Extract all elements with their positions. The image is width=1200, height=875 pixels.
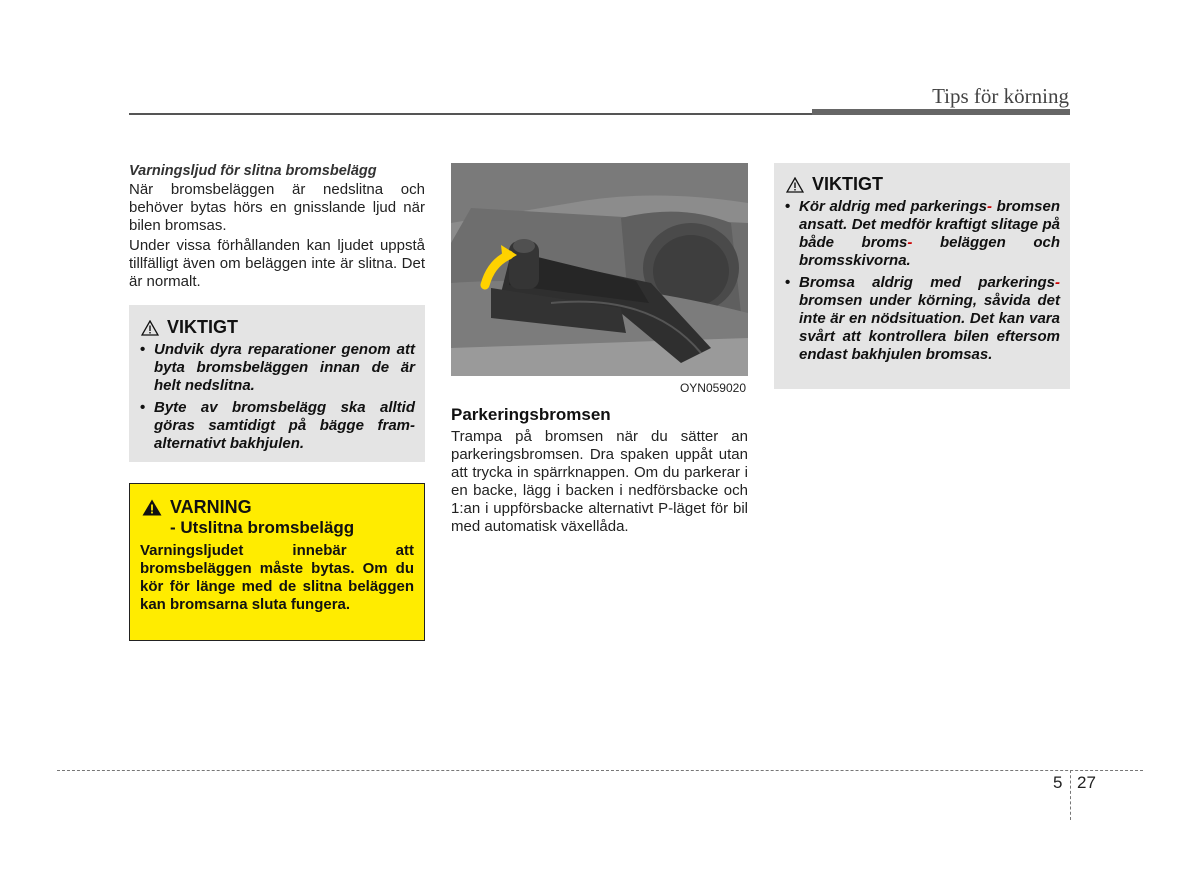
warning-body: Varningsljudet innebär att bromsbeläggen måste bytas. Om du kör för länge med de slitna beläggen kan bromsarna sluta fungera. [140,542,414,613]
chapter-number: 5 [1053,773,1063,792]
figure-code: OYN059020 [679,381,746,395]
notice-box [774,163,1070,389]
warning-icon [142,499,162,516]
column-right [774,163,1070,389]
section-title: Parkeringsbromsen [451,405,611,424]
notice-heading-text: VIKTIGT [167,317,238,337]
footer-separator [1070,770,1071,820]
caution-icon [786,177,804,193]
column-left [129,163,425,641]
list-item: • Kör aldrig med parkerings- bromsen ansatt. Det medför kraftigt slitage på både broms- beläggen och bromsskivorna. [785,198,1060,269]
list-item: • Undvik dyra reparationer genom att byta bromsbeläggen innan de är helt nedslitna. [140,341,415,394]
notice-heading [786,174,1060,195]
header-rule [129,113,814,115]
list-item: • Bromsa aldrig med parkerings- bromsen under körning, såvida det inte är en nödsituation. Det kan vara svårt att kontrollera bilen eftersom endast bakhjulen bromsas. [785,274,1060,363]
paragraph: När bromsbeläggen är nedslitna och behöver bytas hörs en gnisslande ljud när bilen bromsas. [129,181,425,234]
notice-list [784,198,1060,364]
column-middle [451,163,748,536]
page-number: 27 [1077,773,1096,792]
parking-brake-figure [451,163,748,398]
warning-box [129,483,425,641]
brake-wear-subheading: Varningsljud för slitna bromsbelägg [129,163,377,179]
notice-list [139,341,415,453]
notice-heading-text: VIKTIGT [812,174,883,194]
notice-box [129,305,425,462]
header-rule-accent [812,109,1070,115]
footer-rule [57,770,1143,771]
warning-heading [142,497,414,518]
list-item: • Byte av bromsbelägg ska alltid göras samtidigt på bägge fram-alternativt bakhjulen. [140,399,415,452]
paragraph: Trampa på bromsen när du sätter an parkeringsbromsen. Dra spaken uppåt utan att trycka in spärrknappen. Om du parkerar i en backe, lägg i backen i nedförsbacke och 1:an i uppförsbacke alternativt P-läget för bil med automatisk växellåda. [451,428,748,535]
warning-heading-text: VARNING [170,497,252,517]
warning-subheading: - Utslitna bromsbelägg [170,518,355,537]
parking-brake-illustration [451,163,748,376]
caution-icon [141,320,159,336]
running-header: Tips för körning [932,84,1069,108]
paragraph: Under vissa förhållanden kan ljudet uppstå tillfälligt även om beläggen inte är slitna. Det är normalt. [129,237,425,290]
notice-heading [141,317,415,338]
